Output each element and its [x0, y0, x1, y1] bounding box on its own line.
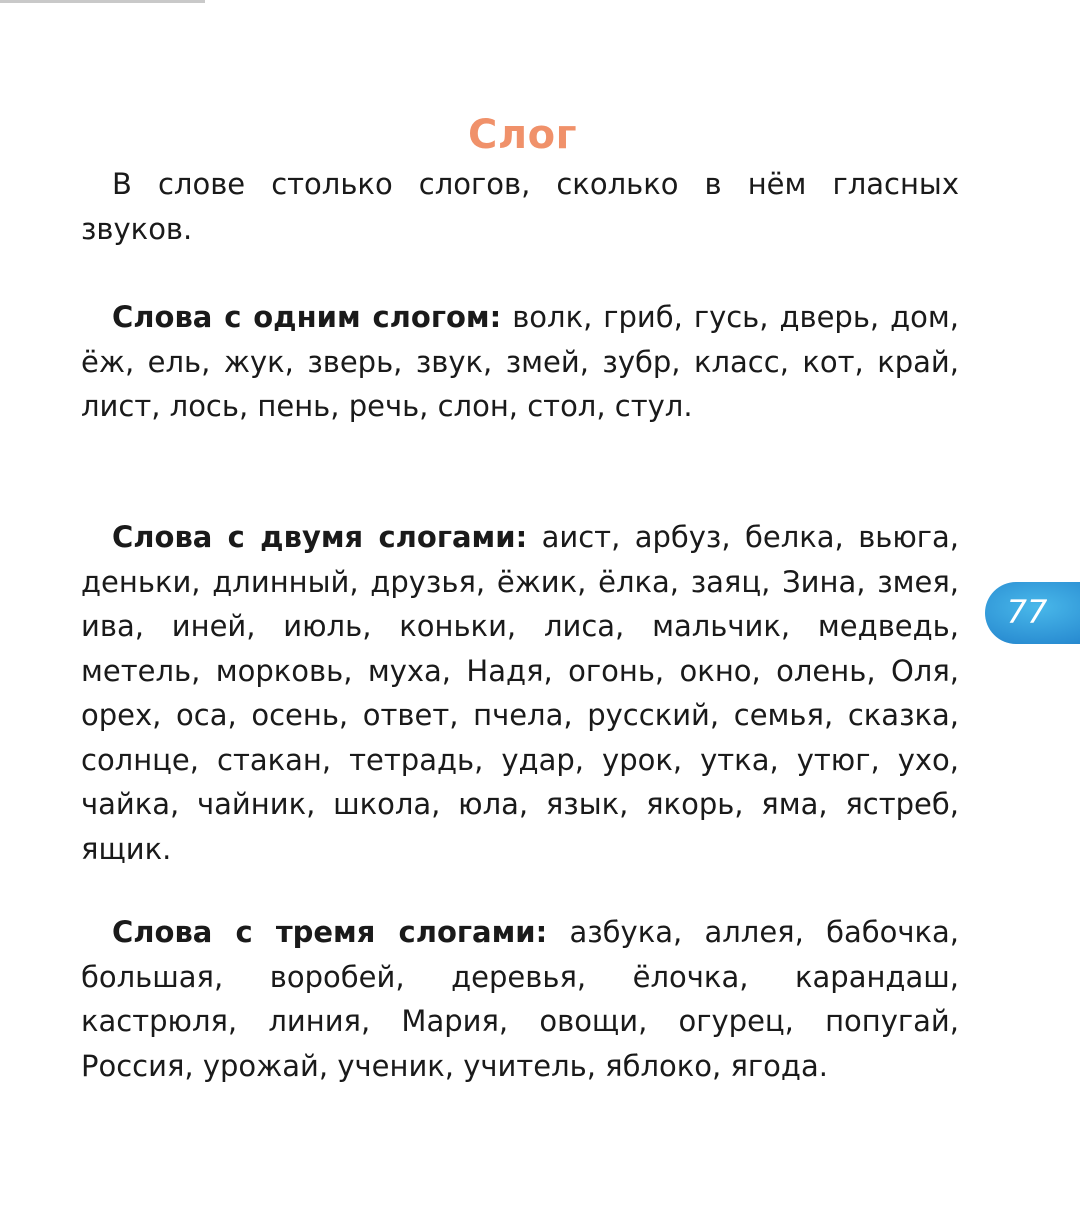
scan-edge-line — [0, 0, 205, 3]
section-three-syllables — [81, 910, 959, 1088]
section-one-term: Слова с одним слогом: — [112, 300, 502, 334]
section-two-paragraph — [81, 515, 959, 871]
page-title: Слог — [467, 111, 578, 158]
section-three-paragraph — [81, 910, 959, 1088]
section-one-paragraph — [81, 295, 959, 429]
intro-text: В слове столько слогов, сколько в нём гласных звуков. — [81, 167, 959, 246]
section-two-term: Слова с двумя слогами: — [112, 520, 528, 554]
intro-paragraph — [81, 162, 959, 251]
section-three-words: азбука, аллея, бабочка, большая, воробей, деревья, ёлочка, карандаш, кастрюля, линия, Мария, овощи, огурец, попугай, Россия, урожай, ученик, учитель, яблоко, ягода. — [81, 915, 960, 1083]
section-two-syllables — [81, 515, 959, 871]
section-three-term: Слова с тремя слогами: — [112, 915, 548, 949]
section-two-words: аист, арбуз, белка, вьюга, деньки, длинный, друзья, ёжик, ёлка, заяц, Зина, змея, ива, иней, июль, коньки, лиса, мальчик, медведь, метель, морковь, муха, Надя, огонь, окно, олень, Оля, орех, оса, осень, ответ, пчела, русский, семья, сказка, солнце, стакан, тетрадь, удар, урок, утка, утюг, ухо, чайка, чайник, школа, юла, язык, якорь, яма, ястреб, ящик. — [81, 520, 960, 866]
section-one-words: волк, гриб, гусь, дверь, дом, ёж, ель, жук, зверь, звук, змей, зубр, класс, кот, край, лист, лось, пень, речь, слон, стол, стул. — [81, 300, 960, 423]
section-one-syllable — [81, 295, 959, 429]
page-number: 77 — [1006, 593, 1048, 631]
